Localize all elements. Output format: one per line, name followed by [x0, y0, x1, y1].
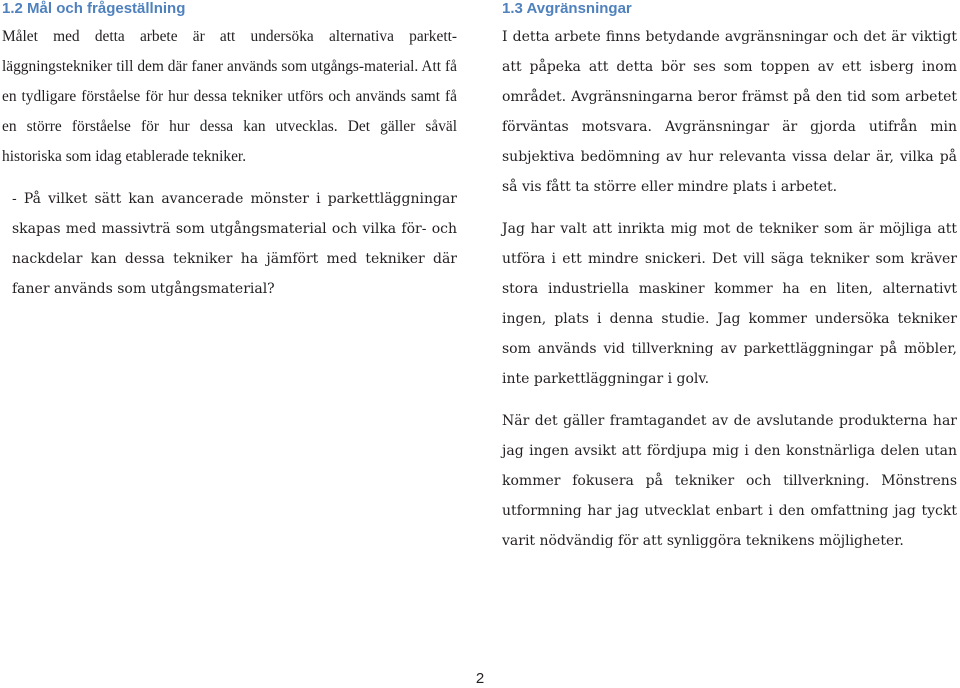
right-column	[502, 0, 957, 556]
section-heading-goals: 1.2 Mål och frågeställning	[2, 0, 186, 17]
section-heading-limitations: 1.3 Avgränsningar	[502, 0, 632, 17]
page-number: 2	[475, 670, 485, 687]
goals-paragraph: Målet med detta arbete är att undersöka alternativa parkett-läggningstekniker till dem där faner används som utgångs-material. Att få en tydligare förståelse för hur dessa tekniker utförs och används samt få en större förståelse för hur dessa kan utvecklas. Det gäller såväl historiska som idag etablerade tekniker.	[2, 28, 457, 165]
limitations-paragraph-1: I detta arbete finns betydande avgränsningar och det är viktigt att påpeka att detta bör ses som toppen av ett isberg inom området. Avgränsningarna beror främst på den tid som arbetet förväntas motsvara. Avgränsningar är gjorda utifrån min subjektiva bedömning av hur relevanta vissa delar är, vilka på så vis fått ta större eller mindre plats i arbetet.	[502, 29, 957, 195]
limitations-paragraph-2: Jag har valt att inrikta mig mot de tekniker som är möjliga att utföra i ett mindre snickeri. Det vill säga tekniker som kräver stora industriella maskiner kommer ha en liten, alternativt ingen, plats i denna studie. Jag kommer undersöka tekniker som används vid tillverkning av parkettläggningar på möbler, inte parkettläggningar i golv.	[502, 221, 957, 387]
left-column	[2, 0, 457, 304]
limitations-paragraph-3: När det gäller framtagandet av de avslutande produkterna har jag ingen avsikt att fördjupa mig i den konstnärliga delen utan kommer fokusera på tekniker och tillverkning. Mönstrens utformning har jag utvecklat enbart i den omfattning jag tyckt varit nödvändig för att synliggöra teknikens möjligheter.	[502, 413, 957, 549]
research-question: - På vilket sätt kan avancerade mönster i parkettläggningar skapas med massivträ som utgångsmaterial och vilka för- och nackdelar kan dessa tekniker ha jämfört med tekniker där faner används som utgångsmaterial?	[12, 191, 457, 297]
